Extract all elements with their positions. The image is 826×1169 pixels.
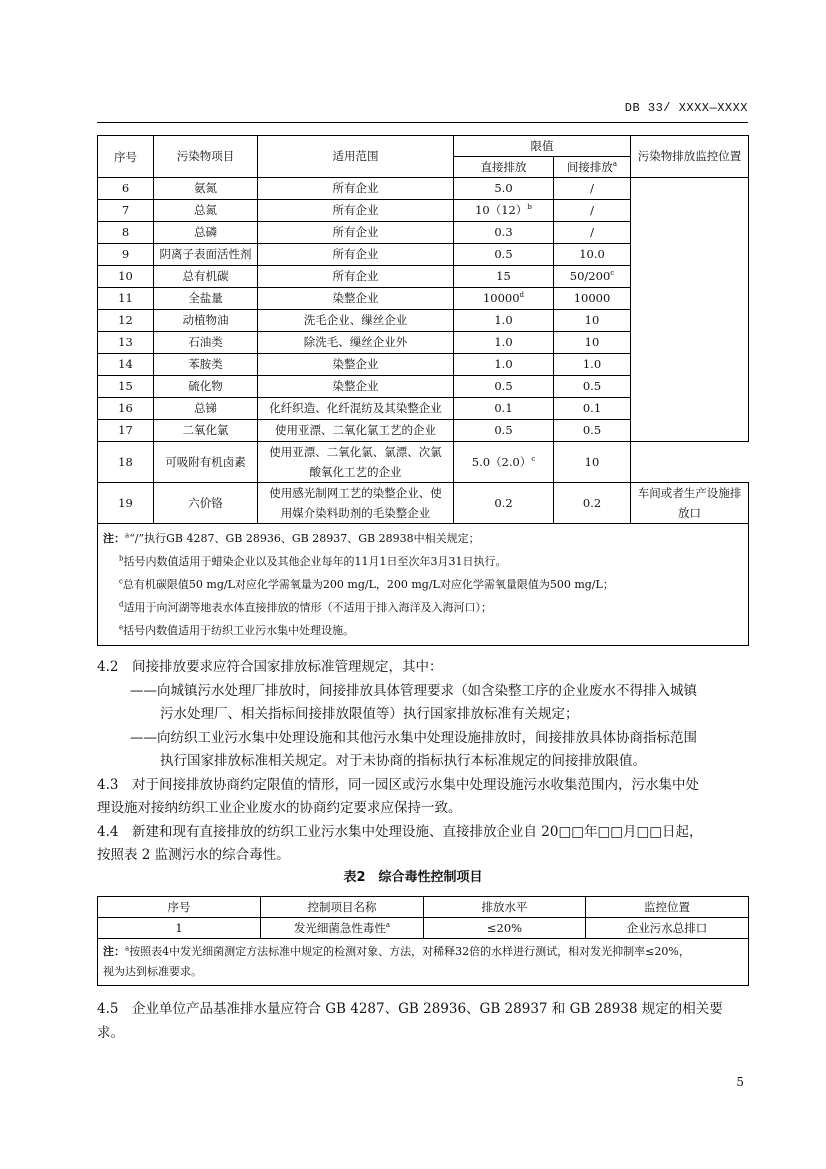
section-4-3-line1: 4.3 对于间接排放协商约定限值的情形，同一园区或污水集中处理设施污水收集范围内，污水集中处 — [97, 777, 699, 793]
row18-item: 可吸附有机卤素 — [154, 442, 258, 483]
cell-no: 11 — [98, 288, 154, 310]
cell-indirect: / — [554, 178, 631, 200]
section-4-2-b-line1: ——向纺织工业污水集中处理设施和其他污水集中处理设施排放时，间接排放具体协商指标范围 — [130, 730, 697, 746]
cell-indirect: 10 — [554, 310, 631, 332]
section-4-2-b-line2: 执行国家排放标准相关规定。对于未协商的指标执行本标准规定的间接排放限值。 — [160, 753, 646, 769]
cell-item: 石油类 — [154, 332, 258, 354]
row19-location: 车间或者生产设施排 放口 — [631, 483, 749, 524]
t2-header-level: 排放水平 — [424, 897, 586, 918]
table-row — [98, 178, 749, 200]
table2-note: 注：$^a$按照表4中发光细菌测定方法标准中规定的检测对象、方法，对稀释32倍的水样进行测试，相对发光抑制率≤20%， 视为达到标准要求。 — [98, 939, 749, 986]
cell-scope: 除洗毛、缫丝企业外 — [258, 332, 454, 354]
cell-no: 16 — [98, 398, 154, 420]
row18-no: 18 — [98, 442, 154, 483]
header-divider — [97, 122, 748, 123]
section-4-5: 4.5 企业单位产品基准排水量应符合 GB 4287、GB 28936、GB 28937 和 GB 28938 规定的相关要求。 — [97, 1001, 723, 1041]
row19-scope: 使用感光制网工艺的染整企业、使 用媒介染料助剂的毛染整企业 — [258, 483, 454, 524]
cell-indirect: 0.5 — [554, 420, 631, 442]
cell-indirect: 10 — [554, 332, 631, 354]
header-scope: 适用范围 — [258, 136, 454, 178]
cell-item: 苯胺类 — [154, 354, 258, 376]
row18-indirect: 10 — [554, 442, 631, 483]
cell-scope: 染整企业 — [258, 288, 454, 310]
table2-caption: 表2 综合毒性控制项目 — [343, 870, 483, 885]
t2-header-location: 监控位置 — [586, 897, 749, 918]
t2-row-no: 1 — [98, 918, 261, 939]
cell-item: 总有机碳 — [154, 266, 258, 288]
document-id: DB 33/ XXXX—XXXX — [624, 101, 748, 115]
t2-row-location: 企业污水总排口 — [586, 918, 749, 939]
header-limit: 限值 — [454, 136, 631, 157]
cell-indirect: 10000 — [554, 288, 631, 310]
cell-indirect: 10.0 — [554, 244, 631, 266]
cell-direct: $10(12)^b$ — [454, 200, 554, 222]
cell-direct: 10000$^d$ — [454, 288, 554, 310]
cell-direct: 1.0 — [454, 354, 554, 376]
cell-no: 12 — [98, 310, 154, 332]
header-indirect: 间接排放$^a$ — [554, 157, 631, 178]
section-4-4-line2: 按照表 2 监测污水的综合毒性。 — [97, 847, 290, 863]
note-5: $^e$括号内数值适用于纺织工业污水集中处理设施。 — [119, 623, 355, 637]
cell-no: 9 — [98, 244, 154, 266]
cell-indirect: 0.1 — [554, 398, 631, 420]
cell-scope: 染整企业 — [258, 376, 454, 398]
row18-scope: 使用亚漂、二氧化氯、氯漂、次氯 酸氧化工艺的企业 — [258, 442, 454, 483]
cell-no: 13 — [98, 332, 154, 354]
cell-item: 总磷 — [154, 222, 258, 244]
cell-no: 6 — [98, 178, 154, 200]
cell-direct: 0.5 — [454, 376, 554, 398]
note-3: $^c$总有机碳限值50 mg/L对应化学需氧量为200 mg/L，200 mg/L对应化学需氧量限值为500 mg/L； — [119, 577, 614, 591]
row19-indirect: 0.2 — [554, 483, 631, 524]
cell-direct: 1.0 — [454, 310, 554, 332]
section-4-2-a-line1: ——向城镇污水处理厂排放时，间接排放具体管理要求（如含染整工序的企业废水不得排入城镇 — [130, 683, 697, 699]
row19-item: 六价铬 — [154, 483, 258, 524]
cell-item: 二氧化氯 — [154, 420, 258, 442]
cell-direct: 15 — [454, 266, 554, 288]
cell-item: 动植物油 — [154, 310, 258, 332]
note-4: $^d$适用于向河湖等地表水体直接排放的情形（不适用于排入海洋及入海河口）； — [119, 600, 492, 614]
t2-header-no: 序号 — [98, 897, 261, 918]
header-direct: 直接排放 — [454, 157, 554, 178]
cell-direct: 0.5 — [454, 420, 554, 442]
toxicity-table — [97, 896, 749, 986]
cell-scope: 所有企业 — [258, 266, 454, 288]
t2-header-item: 控制项目名称 — [261, 897, 424, 918]
cell-indirect: / — [554, 200, 631, 222]
header-location: 污染物排放监控位置 — [631, 136, 749, 178]
pollutant-limits-table — [97, 135, 749, 646]
cell-direct: 0.5 — [454, 244, 554, 266]
cell-scope: 所有企业 — [258, 222, 454, 244]
note-2: $^b$括号内数值适用于蜡染企业以及其他企业每年的11月1日至次年3月31日执行。 — [119, 554, 507, 568]
cell-item: 总锑 — [154, 398, 258, 420]
cell-no: 7 — [98, 200, 154, 222]
t2-row-item: 发光细菌急性毒性$^a$ — [261, 918, 424, 939]
location-blank-cell — [631, 178, 749, 442]
cell-scope: 化纤织造、化纤混纺及其染整企业 — [258, 398, 454, 420]
row19-no: 19 — [98, 483, 154, 524]
section-4-4-line1: 4.4 新建和现有直接排放的纺织工业污水集中处理设施、直接排放企业自 20□□年□□月□□日起， — [97, 824, 703, 840]
cell-item: 氨氮 — [154, 178, 258, 200]
cell-no: 14 — [98, 354, 154, 376]
note-1: 注：$^a$“/”执行GB 4287、GB 28936、GB 28937、GB 28938中相关规定； — [103, 531, 480, 545]
cell-indirect: 1.0 — [554, 354, 631, 376]
cell-scope: 所有企业 — [258, 200, 454, 222]
section-4-2: 4.2 间接排放要求应符合国家排放标准管理规定，其中： — [97, 659, 443, 675]
cell-item: 总氮 — [154, 200, 258, 222]
cell-indirect: 50/200$^c$ — [554, 266, 631, 288]
table1-notes — [98, 524, 749, 646]
t2-row-level: ≤20% — [424, 918, 586, 939]
cell-scope: 使用亚漂、二氧化氯工艺的企业 — [258, 420, 454, 442]
cell-scope: 染整企业 — [258, 354, 454, 376]
page-number: 5 — [736, 1075, 744, 1089]
cell-indirect: 0.5 — [554, 376, 631, 398]
header-no: 序号 — [98, 136, 154, 178]
cell-item: 阴离子表面活性剂 — [154, 244, 258, 266]
cell-scope: 所有企业 — [258, 244, 454, 266]
cell-no: 10 — [98, 266, 154, 288]
row19-direct: 0.2 — [454, 483, 554, 524]
cell-direct: 0.1 — [454, 398, 554, 420]
cell-scope: 所有企业 — [258, 178, 454, 200]
row18-direct: $5.0(2.0)^c$ — [454, 442, 554, 483]
cell-direct: 1.0 — [454, 332, 554, 354]
cell-no: 8 — [98, 222, 154, 244]
header-item: 污染物项目 — [154, 136, 258, 178]
cell-item: 全盐量 — [154, 288, 258, 310]
cell-direct: 5.0 — [454, 178, 554, 200]
cell-no: 15 — [98, 376, 154, 398]
section-4-3-line2: 理设施对接纳纺织工业企业废水的协商约定要求应保持一致。 — [97, 800, 462, 816]
cell-indirect: / — [554, 222, 631, 244]
section-4-2-a-line2: 污水处理厂、相关指标间接排放限值等）执行国家排放标准有关规定； — [160, 706, 579, 722]
cell-direct: 0.3 — [454, 222, 554, 244]
cell-item: 硫化物 — [154, 376, 258, 398]
cell-scope: 洗毛企业、缫丝企业 — [258, 310, 454, 332]
cell-no: 17 — [98, 420, 154, 442]
